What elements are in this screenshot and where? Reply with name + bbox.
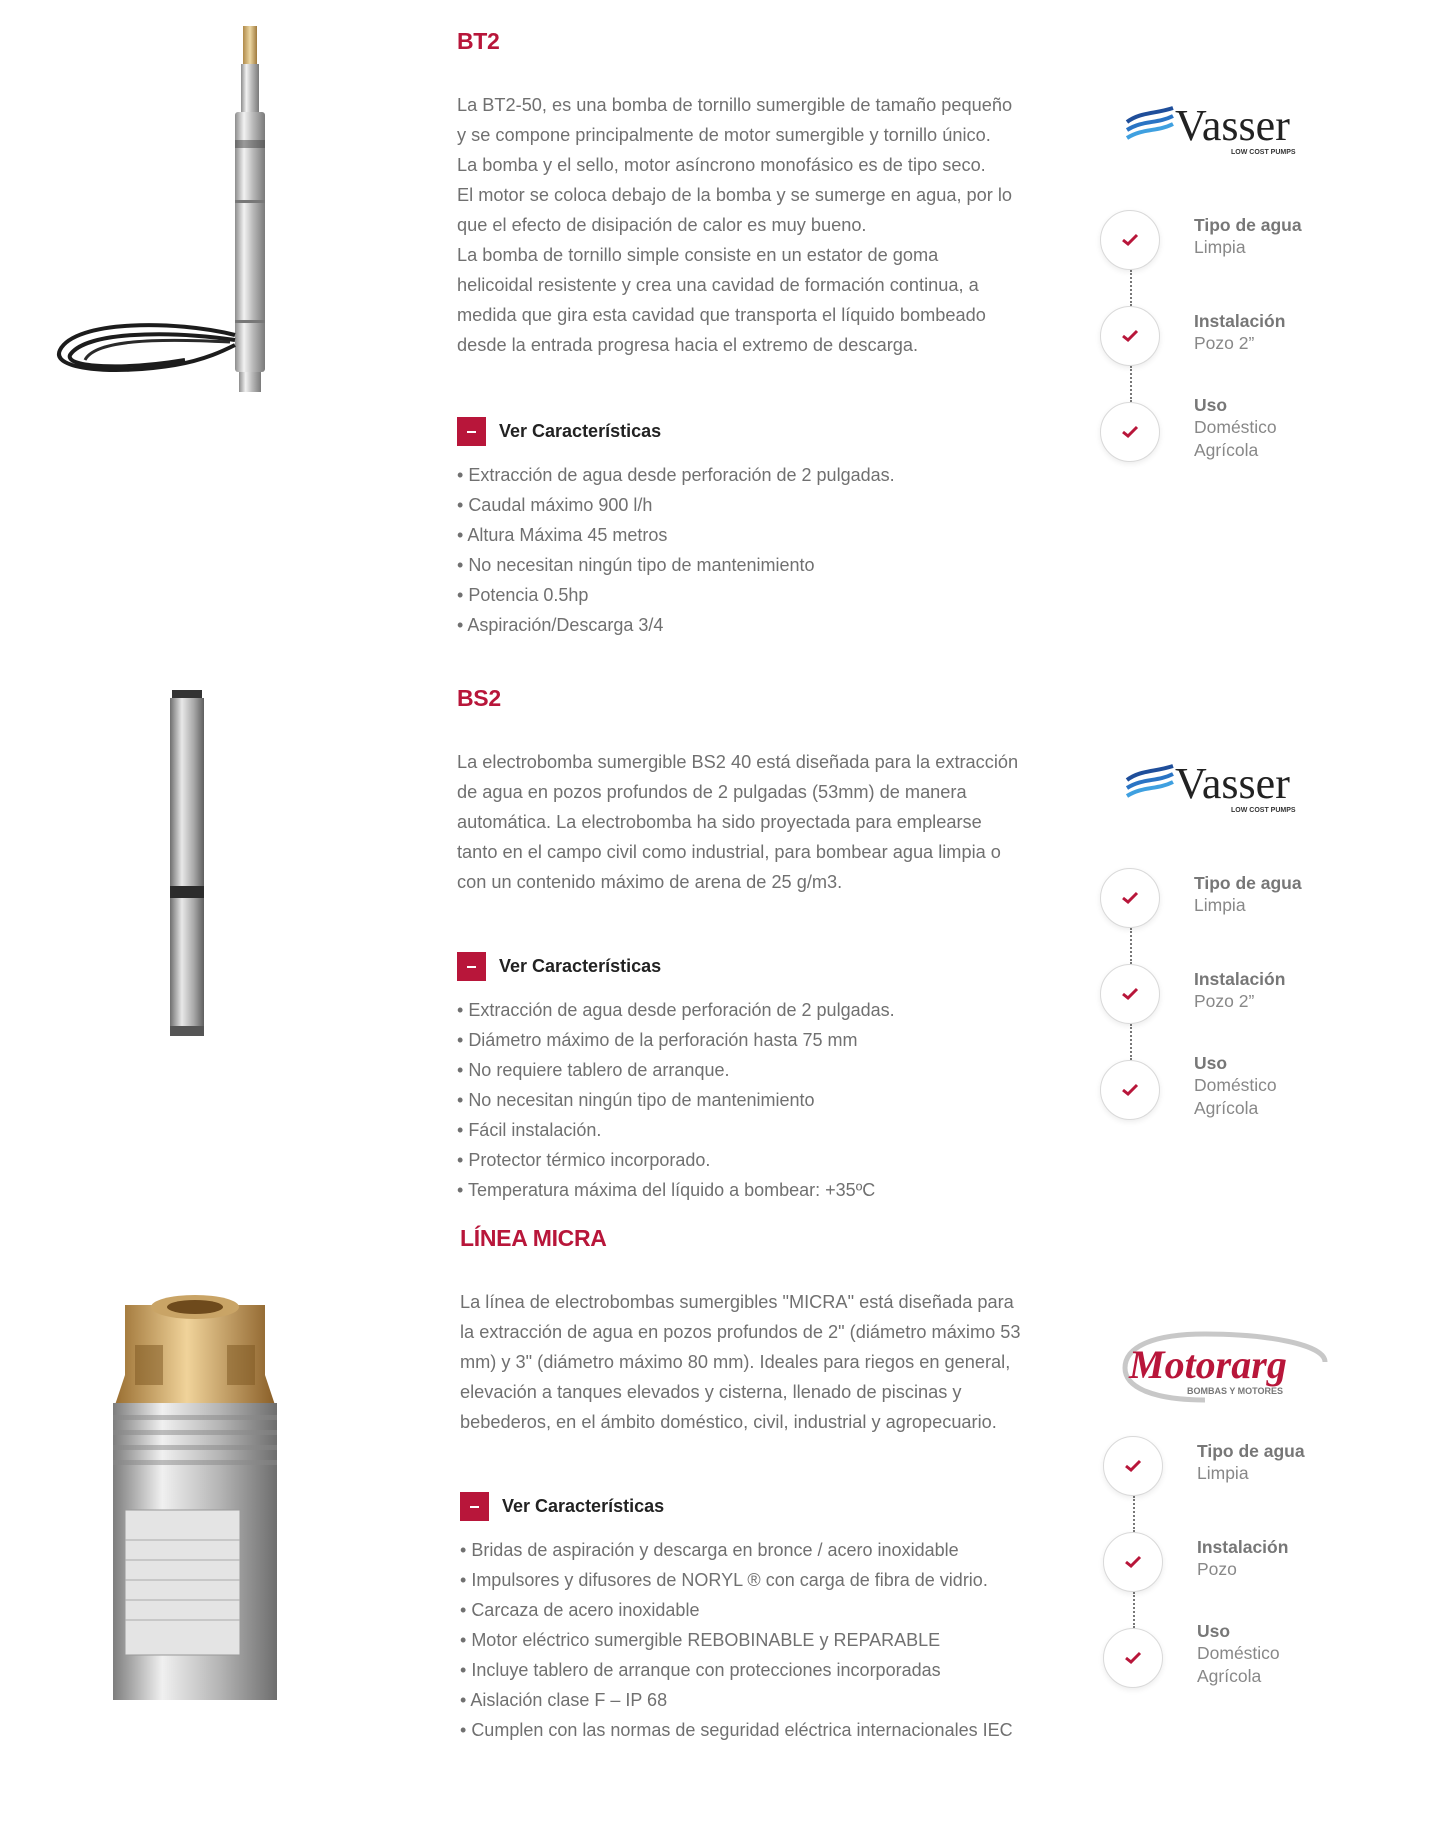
product-description [457, 747, 1067, 897]
spec-label: Instalación [1194, 969, 1286, 989]
spec-value: Agrícola [1194, 1098, 1259, 1118]
product-bs2 [0, 660, 1436, 1230]
spec-value: Pozo [1197, 1559, 1237, 1579]
timeline-line [1130, 928, 1132, 964]
feature-item: • Protector térmico incorporado. [457, 1145, 895, 1175]
description-line: y se compone principalmente de motor sumergible y tornillo único. [457, 125, 991, 145]
check-icon [1103, 1532, 1163, 1592]
collapse-minus-icon[interactable] [460, 1492, 489, 1521]
description-line: con un contenido máximo de arena de 25 g/m3. [457, 872, 843, 892]
description-line: La BT2-50, es una bomba de tornillo sumergible de tamaño pequeño [457, 95, 1013, 115]
features-list [457, 995, 895, 1205]
spec-label: Tipo de agua [1194, 215, 1302, 235]
product-image-micra [105, 1285, 285, 1700]
collapse-minus-icon[interactable] [457, 417, 486, 446]
product-title: BS2 [457, 685, 501, 711]
brand-name: Vasser [1175, 101, 1290, 150]
spec-value: Doméstico [1197, 1643, 1280, 1663]
feature-item: • Caudal máximo 900 l/h [457, 490, 895, 520]
timeline-line [1133, 1496, 1135, 1532]
description-line: La bomba de tornillo simple consiste en un estator de goma [457, 245, 939, 265]
spec-label: Uso [1194, 1053, 1228, 1073]
feature-item: • Carcaza de acero inoxidable [460, 1595, 1013, 1625]
features-list [460, 1535, 1013, 1745]
feature-item: • Extracción de agua desde perforación de 2 pulgadas. [457, 995, 895, 1025]
spec-label: Tipo de agua [1197, 1441, 1305, 1461]
feature-item: • Altura Máxima 45 metros [457, 520, 895, 550]
description-line: El motor se coloca debajo de la bomba y se sumerge en agua, por lo [457, 185, 1013, 205]
feature-item: • Fácil instalación. [457, 1115, 895, 1145]
spec-label: Tipo de agua [1194, 873, 1302, 893]
timeline-line [1130, 366, 1132, 402]
product-linea-micra [0, 1225, 1436, 1823]
spec-label: Uso [1197, 1621, 1231, 1641]
ver-caracteristicas-toggle[interactable] [457, 952, 661, 981]
spec-value: Limpia [1194, 895, 1246, 915]
feature-item: • Motor eléctrico sumergible REBOBINABLE y REPARABLE [460, 1625, 1013, 1655]
feature-item: • Aislación clase F – IP 68 [460, 1685, 1013, 1715]
feature-item: • Cumplen con las normas de seguridad eléctrica internacionales IEC [460, 1715, 1013, 1745]
product-description [460, 1287, 1070, 1437]
description-line: bebederos, en el ámbito doméstico, civil, industrial y agropecuario. [460, 1412, 997, 1432]
spec-value: Limpia [1194, 237, 1246, 257]
brand-name: Motorarg [1129, 1342, 1287, 1387]
spec-value: Pozo 2” [1194, 991, 1255, 1011]
description-line: mm) y 3" (diámetro máximo 80 mm). Ideales para riegos en general, [460, 1352, 1011, 1372]
description-line: automática. La electrobomba ha sido proyectada para emplearse [457, 812, 982, 832]
description-line: desde la entrada progresa hacia el extremo de descarga. [457, 335, 919, 355]
product-image-bs2 [160, 690, 220, 1080]
description-line: elevación a tanques elevados y cisterna, llenado de piscinas y [460, 1382, 962, 1402]
check-icon [1103, 1436, 1163, 1496]
check-icon [1100, 210, 1160, 270]
spec-value: Limpia [1197, 1463, 1249, 1483]
collapse-minus-icon[interactable] [457, 952, 486, 981]
spec-value: Agrícola [1194, 440, 1259, 460]
product-bt2 [0, 0, 1436, 660]
description-line: La electrobomba sumergible BS2 40 está diseñada para la extracción [457, 752, 1019, 772]
timeline-line [1130, 1024, 1132, 1060]
spec-value: Agrícola [1197, 1666, 1262, 1686]
description-line: La bomba y el sello, motor asíncrono monofásico es de tipo seco. [457, 155, 986, 175]
description-line: la extracción de agua en pozos profundos de 2" (diámetro máximo 53 [460, 1322, 1021, 1342]
brand-tagline: BOMBAS Y MOTORES [1187, 1386, 1284, 1396]
feature-item: • Potencia 0.5hp [457, 580, 895, 610]
description-line: La línea de electrobombas sumergibles "MICRA" está diseñada para [460, 1292, 1014, 1312]
timeline-line [1133, 1592, 1135, 1628]
check-icon [1103, 1628, 1163, 1688]
brand-logo-motorarg [1115, 1328, 1335, 1408]
timeline-line [1130, 270, 1132, 306]
feature-item: • Diámetro máximo de la perforación hasta 75 mm [457, 1025, 895, 1055]
feature-item: • Bridas de aspiración y descarga en bronce / acero inoxidable [460, 1535, 1013, 1565]
brand-name: Vasser [1175, 759, 1290, 808]
check-icon [1100, 964, 1160, 1024]
product-description [457, 90, 1067, 360]
brand-tagline: LOW COST PUMPS [1231, 149, 1296, 156]
description-line: que el efecto de disipación de calor es muy bueno. [457, 215, 867, 235]
spec-value: Doméstico [1194, 417, 1277, 437]
description-line: medida que gira esta cavidad que transporta el líquido bombeado [457, 305, 986, 325]
spec-label: Instalación [1197, 1537, 1289, 1557]
toggle-label: Ver Características [499, 956, 662, 976]
description-line: de agua en pozos profundos de 2 pulgadas (53mm) de manera [457, 782, 967, 802]
product-title: BT2 [457, 28, 500, 54]
feature-item: • Extracción de agua desde perforación de 2 pulgadas. [457, 460, 895, 490]
description-line: tanto en el campo civil como industrial, para bombear agua limpia o [457, 842, 1001, 862]
product-image-bt2 [55, 20, 285, 440]
spec-label: Instalación [1194, 311, 1286, 331]
check-icon [1100, 306, 1160, 366]
spec-label: Uso [1194, 395, 1228, 415]
toggle-label: Ver Características [499, 421, 662, 441]
features-list [457, 460, 895, 640]
check-icon [1100, 868, 1160, 928]
feature-item: • Impulsores y difusores de NORYL ® con carga de fibra de vidrio. [460, 1565, 1013, 1595]
feature-item: • No necesitan ningún tipo de mantenimiento [457, 550, 895, 580]
feature-item: • No necesitan ningún tipo de mantenimiento [457, 1085, 895, 1115]
product-title: LÍNEA MICRA [460, 1225, 607, 1251]
brand-logo-vasser [1125, 100, 1315, 160]
ver-caracteristicas-toggle[interactable] [457, 417, 661, 446]
feature-item: • Temperatura máxima del líquido a bombear: +35ºC [457, 1175, 895, 1205]
spec-value: Pozo 2” [1194, 333, 1255, 353]
description-line: helicoidal resistente y crea una cavidad de formación continua, a [457, 275, 979, 295]
check-icon [1100, 1060, 1160, 1120]
feature-item: • Aspiración/Descarga 3/4 [457, 610, 895, 640]
brand-logo-vasser [1125, 758, 1315, 818]
ver-caracteristicas-toggle[interactable] [460, 1492, 664, 1521]
feature-item: • Incluye tablero de arranque con protecciones incorporadas [460, 1655, 1013, 1685]
spec-value: Doméstico [1194, 1075, 1277, 1095]
brand-tagline: LOW COST PUMPS [1231, 807, 1296, 814]
check-icon [1100, 402, 1160, 462]
toggle-label: Ver Características [502, 1496, 665, 1516]
feature-item: • No requiere tablero de arranque. [457, 1055, 895, 1085]
